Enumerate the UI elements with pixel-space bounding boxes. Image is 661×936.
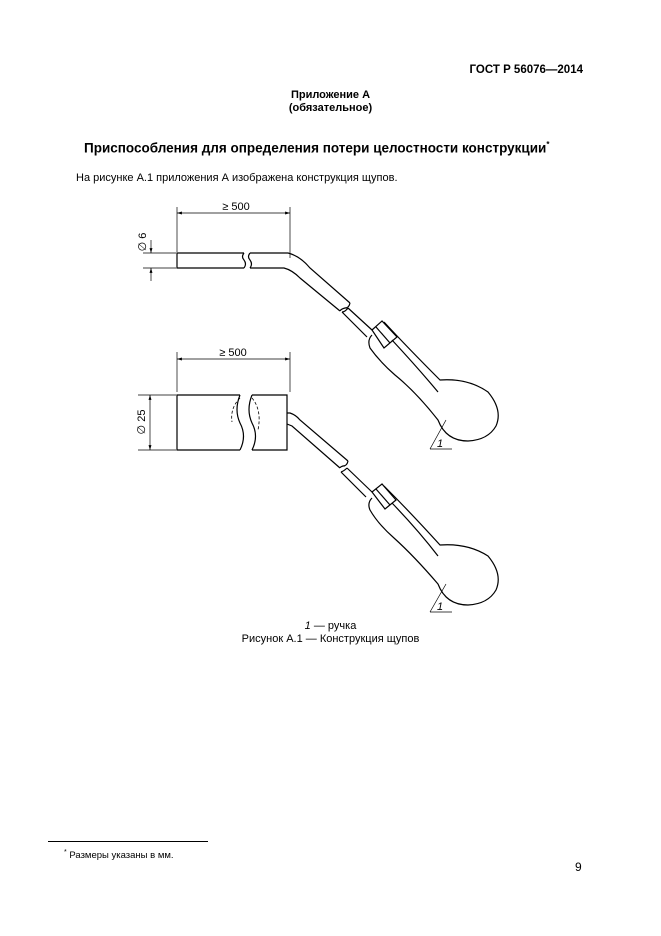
- footnote-marker: *: [64, 849, 67, 856]
- footnote-separator: [48, 841, 208, 842]
- figure-legend: [0, 620, 661, 632]
- annex-title: Приложение А: [290, 89, 371, 101]
- footnote: [64, 849, 174, 861]
- section-title-text: Приспособления для определения потери целостности конструкции: [84, 140, 547, 156]
- figure-caption: Рисунок А.1 — Конструкция щупов: [241, 633, 420, 645]
- footnote-text: Размеры указаны в мм.: [66, 850, 174, 862]
- probe-thick-length-label: ≥ 500: [219, 347, 247, 359]
- probe-thin-callout: 1: [437, 438, 444, 450]
- probe-thin: [143, 207, 498, 449]
- probe-thick-diameter-label: ∅ 25: [136, 409, 148, 435]
- probe-thin-diameter-label: ∅ 6: [137, 232, 149, 252]
- probe-thick-callout: 1: [437, 601, 444, 613]
- intro-paragraph: На рисунке А.1 приложения А изображена конструкция щупов.: [76, 172, 398, 184]
- document-standard-number: ГОСТ Р 56076—2014: [469, 64, 583, 76]
- probe-thin-length-label: ≥ 500: [222, 201, 250, 213]
- figure-legend-text: — ручка: [310, 620, 357, 632]
- section-footnote-marker: *: [546, 140, 550, 149]
- figure-legend-number: 1: [304, 620, 311, 632]
- page-number: 9: [575, 860, 582, 874]
- annex-status: (обязательное): [288, 102, 373, 114]
- probe-thick: [138, 352, 498, 612]
